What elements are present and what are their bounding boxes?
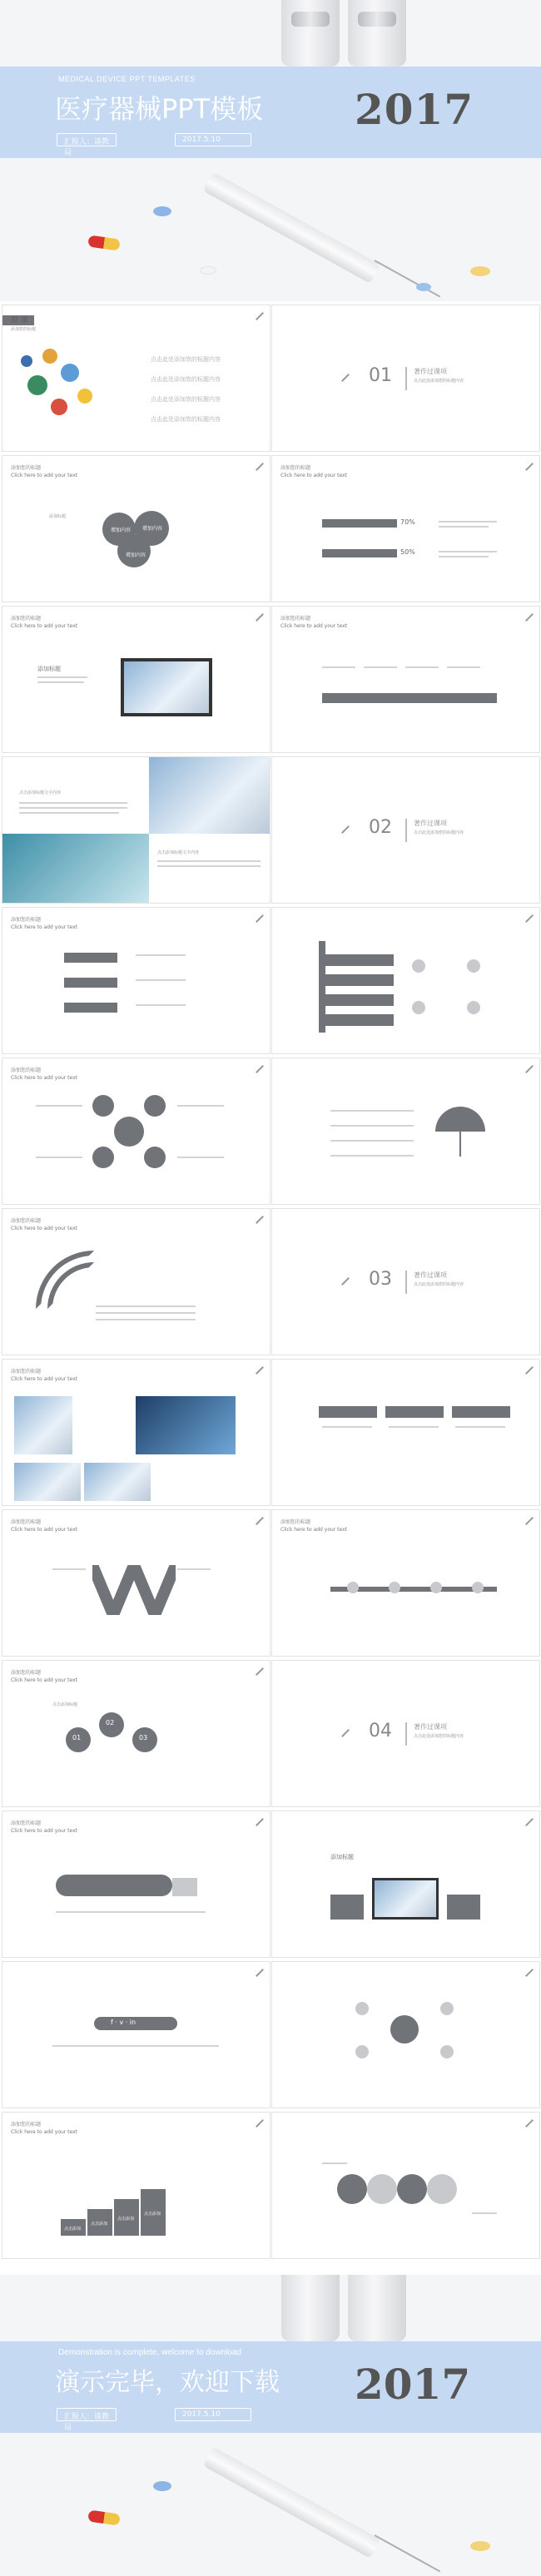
content-slide-curves xyxy=(2,1208,270,1355)
syringe-icon xyxy=(253,1816,265,1828)
text-block: 添加标题 xyxy=(49,514,67,519)
circle-step xyxy=(367,2174,397,2204)
percent-b: 50% xyxy=(400,548,415,556)
section-title: 著作过课项 xyxy=(414,1723,447,1731)
section-divider xyxy=(405,1271,407,1294)
text-line xyxy=(330,1125,414,1127)
gear-caption: 点击添加标题 xyxy=(52,1702,78,1707)
content-slide-numbered-arrows xyxy=(2,907,270,1054)
slide-header xyxy=(280,464,347,479)
truck-cab xyxy=(172,1878,197,1896)
card-2-header xyxy=(385,1406,444,1418)
arrow-strip xyxy=(322,693,497,703)
slide-header xyxy=(11,2121,77,2136)
content-slide-circles xyxy=(2,455,270,602)
syringe-icon xyxy=(523,1515,534,1527)
screen-image-3 xyxy=(447,1895,480,1920)
slide-title: 添加您的标题 xyxy=(280,616,311,622)
circle-step xyxy=(397,2174,427,2204)
syringe-icon xyxy=(523,1967,534,1979)
content-slide-people xyxy=(271,455,540,602)
text-line xyxy=(19,802,127,804)
section-01-slide xyxy=(271,305,540,452)
slide-title: 添加您的标题 xyxy=(11,2122,42,2128)
syringe-icon xyxy=(253,913,265,924)
slide-title: 添加您的标题 xyxy=(11,1670,42,1676)
doctor-icon xyxy=(61,364,79,382)
thermometer-icon xyxy=(51,399,67,415)
pill-image-3 xyxy=(470,2541,490,2551)
text-line xyxy=(439,556,489,557)
text-line xyxy=(37,681,84,683)
slide-title: 添加您的标题 xyxy=(11,1369,42,1375)
cover-slide xyxy=(0,0,541,301)
gear-label: 01 xyxy=(72,1734,82,1741)
section-desc: 点击此处添加您的标题内容 xyxy=(414,830,464,835)
text-line xyxy=(52,2045,219,2047)
cross-node xyxy=(92,1147,114,1168)
text-line xyxy=(157,860,261,862)
stethoscope-icon xyxy=(27,375,47,395)
text-line xyxy=(472,2212,497,2214)
text-line xyxy=(330,1155,414,1157)
text-line xyxy=(136,979,186,981)
text-line xyxy=(322,666,355,668)
cross-node xyxy=(92,1095,114,1117)
needle-image xyxy=(375,260,441,297)
circle-step xyxy=(337,2174,367,2204)
syringe-icon xyxy=(253,1515,265,1527)
vial-image xyxy=(281,2275,340,2341)
syringe-icon xyxy=(253,2118,265,2129)
text-line xyxy=(96,1319,196,1320)
slide-subtitle: Click here to add your text xyxy=(11,1677,78,1683)
syringe-icon xyxy=(523,1365,534,1376)
text-line xyxy=(177,1105,224,1107)
ending-reporter: 汇报人：谈教局 xyxy=(57,2408,117,2421)
syringe-icon xyxy=(523,2118,534,2129)
text-line xyxy=(330,1110,414,1112)
content-slide-social xyxy=(2,1961,270,2108)
pill-image xyxy=(153,206,171,216)
text-line xyxy=(157,865,261,867)
ending-date: 2017.5.10 xyxy=(175,2408,251,2421)
syringe-icon xyxy=(253,1063,265,1075)
podium-label-2: 点击添加 xyxy=(91,2222,108,2227)
content-slide-podium xyxy=(2,2112,270,2259)
cover-subtitle: MEDICAL DEVICE PPT TEMPLATES xyxy=(58,75,196,83)
slide-title: 添加您的标题 xyxy=(11,1519,42,1525)
slide-header xyxy=(11,1669,77,1684)
content-slide-hub xyxy=(271,1961,540,2108)
slide-subtitle: Click here to add your text xyxy=(280,1527,348,1533)
photo-instruments xyxy=(2,834,149,904)
timeline-node xyxy=(472,1582,484,1593)
text-line xyxy=(439,551,497,552)
slide-title: 添加您的标题 xyxy=(11,616,42,622)
syringe-icon xyxy=(523,461,534,473)
umbrella-handle xyxy=(459,1132,461,1157)
toc-item-4[interactable]: 点击此处添加您的标题内容 xyxy=(151,416,221,423)
text-line xyxy=(439,521,497,523)
syringe-image xyxy=(203,2447,381,2559)
circle-c-label: 增加内容 xyxy=(126,552,146,558)
section-number: 04 xyxy=(369,1721,392,1741)
hub-node xyxy=(355,2045,369,2058)
text-line xyxy=(96,1312,196,1314)
screen-image-2 xyxy=(372,1878,439,1920)
banner-2 xyxy=(324,974,394,986)
truck-body xyxy=(56,1875,172,1896)
toc-item-2[interactable]: 点击此处添加您的标题内容 xyxy=(151,376,221,383)
syringe-icon xyxy=(253,1365,265,1376)
content-slide-zigzag xyxy=(2,1509,270,1657)
gear-label: 02 xyxy=(106,1719,115,1726)
text-line xyxy=(439,526,489,528)
toc-item-3[interactable]: 点击此处添加您的标题内容 xyxy=(151,396,221,403)
text-line xyxy=(36,1105,82,1107)
text-heading-2: 点击添加标题文字内容 xyxy=(157,850,200,855)
card-1-header xyxy=(319,1406,377,1418)
slide-header xyxy=(11,1368,77,1383)
syringe-icon xyxy=(339,1727,350,1739)
cross-node xyxy=(144,1095,166,1117)
content-slide-cross xyxy=(2,1058,270,1205)
slide-title: 添加您的标题 xyxy=(11,917,42,923)
vial-image-2 xyxy=(348,2275,406,2341)
people-row-1 xyxy=(322,519,397,528)
text-line xyxy=(37,676,87,678)
section-03-slide xyxy=(271,1208,540,1355)
people-row-2 xyxy=(322,549,397,557)
slide-subtitle: Click here to add your text xyxy=(11,1376,78,1382)
text-line xyxy=(330,1140,414,1142)
vial-cap-image xyxy=(291,12,330,27)
syringe-icon xyxy=(253,461,265,473)
circle-a-label: 增加内容 xyxy=(111,528,132,533)
vial-cap-image-2 xyxy=(358,12,396,27)
text-line xyxy=(177,1568,211,1570)
capsule-image xyxy=(87,235,121,250)
slide-subtitle: Click here to add your text xyxy=(11,1828,78,1834)
content-slide-laptop xyxy=(2,606,270,753)
text-line xyxy=(364,666,397,668)
syringe-icon xyxy=(253,1666,265,1677)
slide-subtitle: Click here to add your text xyxy=(11,1226,78,1231)
hub-node xyxy=(440,2002,454,2015)
section-title: 著作过课项 xyxy=(414,368,447,375)
section-number: 02 xyxy=(369,817,392,838)
screen-image-1 xyxy=(330,1895,364,1920)
timeline-node xyxy=(389,1582,400,1593)
slide-subtitle: Click here to add your text xyxy=(11,1527,78,1533)
slide-header xyxy=(11,464,77,479)
text-line xyxy=(389,1426,439,1428)
slide-subtitle: Click here to add your text xyxy=(11,2129,78,2135)
content-slide-gears xyxy=(2,1660,270,1807)
ending-slide xyxy=(0,2275,541,2576)
slide-subtitle: Click here to add your text xyxy=(11,1075,78,1081)
slide-title: 添加您的标题 xyxy=(280,465,311,471)
cover-date: 2017.5.10 xyxy=(175,133,251,146)
slide-header xyxy=(280,615,347,630)
syringe-icon xyxy=(339,824,350,835)
slide-title: 添加您的标题 xyxy=(11,1821,42,1826)
slide-title: 添加您的标题 xyxy=(11,1068,42,1073)
text-line xyxy=(322,2162,347,2164)
circle-b-label: 增加内容 xyxy=(142,526,163,532)
pill-bottle-icon xyxy=(77,389,92,404)
content-slide-truck xyxy=(2,1811,270,1958)
hub-center xyxy=(390,2015,419,2043)
needle-image xyxy=(375,2534,441,2572)
section-divider xyxy=(405,819,407,842)
slide-title: 添加您的标题 xyxy=(11,1218,42,1224)
section-divider xyxy=(405,367,407,390)
icon-circle xyxy=(467,959,480,973)
section-04-slide xyxy=(271,1660,540,1807)
syringe-icon xyxy=(523,1816,534,1828)
section-desc: 点击此处添加您的标题内容 xyxy=(414,379,464,384)
syringe-icon xyxy=(339,372,350,384)
circle-step xyxy=(427,2174,457,2204)
cover-year: 2017 xyxy=(355,85,474,134)
content-slide-three-cards xyxy=(271,1359,540,1506)
vial-image xyxy=(281,0,340,67)
vial-image-2 xyxy=(348,0,406,67)
syringe-icon xyxy=(253,612,265,623)
umbrella-icon xyxy=(435,1107,485,1132)
syringe-icon xyxy=(253,310,265,322)
hub-node xyxy=(355,2002,369,2015)
capsule-image xyxy=(87,2509,121,2525)
cover-title: 医疗器械PPT模板 xyxy=(55,93,264,125)
text-line xyxy=(52,1568,86,1570)
text-line xyxy=(36,1157,82,1158)
slide-subtitle: Click here to add your text xyxy=(11,924,78,930)
slide-header xyxy=(11,1067,77,1082)
syringe-image xyxy=(203,172,381,284)
slide-title: 添加您的标题 xyxy=(11,465,42,471)
text-heading: 点击添加标题文字内容 xyxy=(19,790,62,795)
slide-header xyxy=(11,615,77,630)
ending-subtitle: Demonstration is complete, welcome to download xyxy=(58,2348,242,2357)
text-line xyxy=(322,1426,372,1428)
ending-year: 2017 xyxy=(355,2360,471,2409)
section-title: 著作过课项 xyxy=(414,820,447,827)
slide-subtitle: Click here to add your text xyxy=(280,473,348,478)
section-02-slide xyxy=(271,756,540,904)
photo-doctors xyxy=(149,757,270,834)
text-line xyxy=(19,807,127,809)
syringe-icon xyxy=(523,612,534,623)
section-title: 著作过课项 xyxy=(414,1271,447,1279)
syringe-icon xyxy=(253,1967,265,1979)
hub-node xyxy=(440,2045,454,2058)
content-slide-gallery xyxy=(2,1359,270,1506)
podium-label-3: 点击添加 xyxy=(117,2217,135,2222)
podium-label-1: 点击添加 xyxy=(64,2227,82,2232)
section-number: 03 xyxy=(369,1269,392,1290)
laptop-image xyxy=(121,658,212,716)
text-heading: 添加标题 xyxy=(37,666,61,672)
toc-item-1[interactable]: 点击此处添加您的标题内容 xyxy=(151,356,221,363)
toc-heading: 目 录 xyxy=(11,316,28,324)
cross-node xyxy=(144,1147,166,1168)
icon-circle xyxy=(412,959,425,973)
banner-3 xyxy=(324,994,394,1006)
content-slide-umbrella xyxy=(271,1058,540,1205)
photo-1 xyxy=(14,1396,72,1454)
syringe-icon xyxy=(523,1063,534,1075)
content-slide-photos xyxy=(2,756,270,904)
pill-image xyxy=(153,2481,171,2491)
syringe-icon xyxy=(523,913,534,924)
cross-center xyxy=(114,1117,144,1147)
icon-circle xyxy=(412,1001,425,1014)
percent-a: 70% xyxy=(400,518,415,526)
section-divider xyxy=(405,1722,407,1746)
medicine-icon xyxy=(42,349,57,364)
text-line xyxy=(19,812,119,814)
toc-sub: 添加您的标题 xyxy=(11,327,37,332)
content-slide-screens xyxy=(271,1811,540,1958)
slide-title: 添加您的标题 xyxy=(280,1519,311,1525)
molecule-icon xyxy=(21,355,32,367)
gear-label: 03 xyxy=(139,1734,148,1741)
slide-header xyxy=(11,1217,77,1232)
icon-circle xyxy=(467,1001,480,1014)
slide-header xyxy=(11,916,77,931)
arrow-1 xyxy=(64,953,117,963)
text-line xyxy=(136,954,186,956)
timeline-node xyxy=(347,1582,359,1593)
slide-header xyxy=(11,1518,77,1533)
ending-title: 演示完毕，欢迎下载 xyxy=(55,2368,280,2397)
photo-2 xyxy=(136,1396,236,1454)
text-line xyxy=(136,1004,186,1006)
text-heading: 添加标题 xyxy=(330,1854,354,1860)
slide-header xyxy=(11,1820,77,1835)
photo-4 xyxy=(84,1463,151,1501)
slide-header xyxy=(280,1518,347,1533)
banner-4 xyxy=(324,1014,394,1026)
section-number: 01 xyxy=(369,365,392,386)
cover-reporter: 汇报人：谈教局 xyxy=(57,133,117,146)
timeline-node xyxy=(430,1582,442,1593)
syringe-icon xyxy=(253,1214,265,1226)
arrow-3 xyxy=(64,1003,117,1013)
text-line xyxy=(177,1157,224,1158)
content-slide-circles-row xyxy=(271,2112,540,2259)
section-desc: 点击此处添加您的标题内容 xyxy=(414,1282,464,1287)
content-slide-arrows xyxy=(271,606,540,753)
pill-image-3 xyxy=(470,266,490,276)
content-slide-timeline xyxy=(271,1509,540,1657)
section-desc: 点击此处添加您的标题内容 xyxy=(414,1734,464,1739)
text-line xyxy=(447,666,480,668)
toc-slide xyxy=(2,305,270,452)
zigzag-shape xyxy=(92,1565,176,1615)
pill-image-2 xyxy=(200,266,216,275)
text-line xyxy=(56,1911,206,1913)
syringe-icon xyxy=(339,1276,350,1287)
text-line xyxy=(96,1305,196,1307)
slide-subtitle: Click here to add your text xyxy=(11,623,78,629)
text-line xyxy=(455,1426,505,1428)
pill-image-4 xyxy=(416,283,431,291)
photo-3 xyxy=(14,1463,81,1501)
social-icons: f · v · in xyxy=(111,2019,136,2026)
slide-subtitle: Click here to add your text xyxy=(280,623,348,629)
card-3-header xyxy=(452,1406,510,1418)
banner-1 xyxy=(324,954,394,966)
content-slide-pencil xyxy=(271,907,540,1054)
text-line xyxy=(405,666,439,668)
slide-subtitle: Click here to add your text xyxy=(11,473,78,478)
arrow-2 xyxy=(64,978,117,988)
podium-label-4: 点击添加 xyxy=(144,2212,161,2217)
